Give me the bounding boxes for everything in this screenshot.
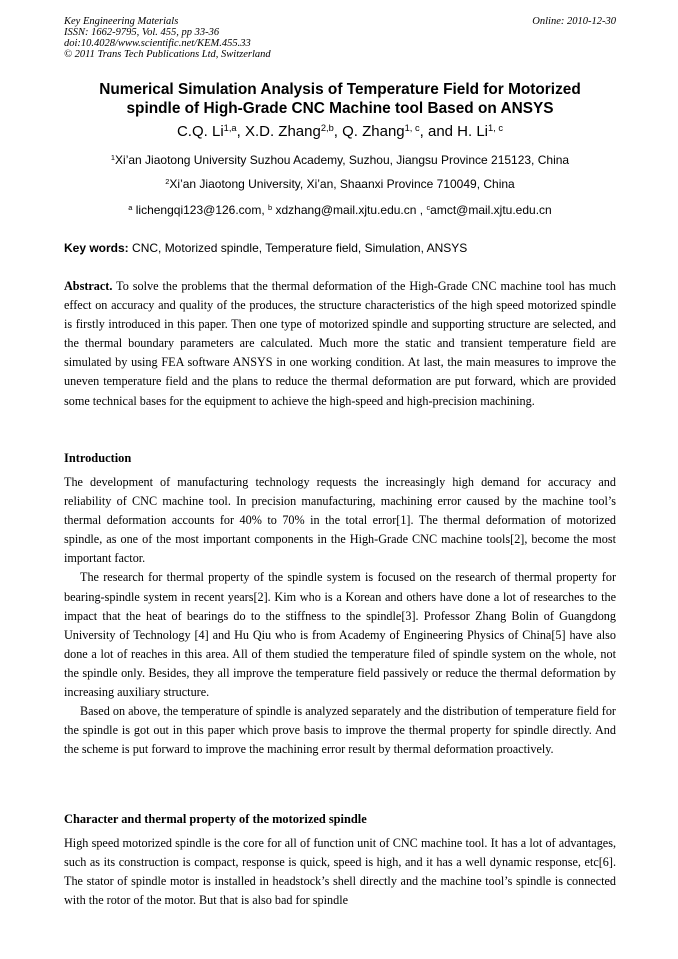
- abstract: [64, 277, 616, 411]
- author-separator: , and: [419, 123, 458, 140]
- affiliation-text: Xi’an Jiaotong University Suzhou Academy, Suzhou, Jiangsu Province 215123, China: [115, 153, 570, 167]
- email-address: lichengqi123@126.com,: [132, 203, 269, 217]
- journal-copyright: © 2011 Trans Tech Publications Ltd, Switzerland: [64, 49, 271, 60]
- paper-title-line-2: spindle of High-Grade CNC Machine tool Based on ANSYS: [126, 100, 554, 117]
- character-section: [64, 834, 616, 910]
- paragraph: The development of manufacturing technology requests the increasingly high demand for accuracy and reliability of CNC machine tool. In precision manufacturing, machining error caused by the machine tool’s thermal deformation accounts for 40% to 70% in the total error[1]. The thermal deformation of motorized spindle, as one of the most important components in the High-Grade CNC machine tools[2], become the most important factor.: [64, 475, 616, 566]
- journal-name: Key Engineering Materials: [64, 16, 179, 27]
- affiliation-text: Xi’an Jiaotong University, Xi’an, Shaanxi Province 710049, China: [169, 177, 515, 191]
- paragraph: Based on above, the temperature of spindle is analyzed separately and the distribution of temperature field for the spindle is got out in this paper which prove basis to improve the thermal property for spindle directly. And the scheme is put forward to improve the machining error result by thermal deformation proactively.: [64, 704, 616, 757]
- keywords-text: CNC, Motorized spindle, Temperature field, Simulation, ANSYS: [128, 241, 468, 255]
- section-heading-character: Character and thermal property of the motorized spindle: [64, 812, 367, 826]
- author-affil-mark: 1, c: [488, 122, 504, 133]
- paragraph: The research for thermal property of the spindle system is focused on the research of thermal property for bearing-spindle system in recent years[2]. Kim who is a Korean and others have done a lot of researches to the impact that the heat of bearings do to the stiffness to the spindle[3]. Professor Zhang Bolin of Guangdong University of Technology [4] and Hu Qiu who is from Academy of Engineering Physics of China[5] have also done a lot of reaches in this area. All of them studied the temperature filed of spindle system on the whole, not the spindle only. Besides, they all improve the temperature field passively or reduce the thermal deformation by increasing auxiliary structure.: [64, 570, 616, 700]
- section-heading-introduction: Introduction: [64, 451, 132, 465]
- affiliation-2: [40, 176, 640, 192]
- abstract-text: To solve the problems that the thermal deformation of the High-Grade CNC machine tool has much effect on accuracy and quality of the produces, the structure characteristics of the high speed motorized spindle is firstly introduced in this paper. Then one type of motorized spindle and supporting structure are selected, and the thermal boundary parameters are calculated. Much more the static and transient temperature field are simulated by using FEA software ANSYS in one working condition. At last, the main measures to improve the uneven temperature field and the plans to reduce the thermal deformation are put forward, which are provided some technical bases for the equipment to achieve the high-speed and high-precision machining.: [64, 279, 616, 408]
- email-mark: c: [426, 202, 431, 212]
- affiliation-mark: 1: [110, 152, 116, 162]
- abstract-label: Abstract.: [64, 279, 113, 293]
- author-list: [40, 122, 640, 142]
- journal-header: [64, 16, 616, 60]
- introduction-section: [64, 473, 616, 759]
- author-separator: ,: [236, 123, 245, 140]
- email-address: amct@mail.xjtu.edu.cn: [430, 203, 552, 217]
- email-mark: b: [268, 202, 273, 212]
- journal-issn: ISSN: 1662-9795, Vol. 455, pp 33-36: [64, 27, 220, 38]
- author-name: Q. Zhang: [342, 123, 405, 140]
- affiliation-mark: 2: [165, 176, 170, 186]
- author-separator: ,: [333, 123, 343, 140]
- journal-doi: doi:10.4028/www.scientific.net/KEM.455.33: [64, 38, 251, 49]
- keywords-label: Key words:: [64, 241, 129, 255]
- paragraph: High speed motorized spindle is the core for all of function unit of CNC machine tool. It has a lot of advantages, such as its construction is compact, response is quick, speed is high, and it has a well dynamic response, etc[6]. The stator of spindle motor is installed in headstock’s shell directly and the machine tool’s spindle is connected with the rotor of the motor. But that is also bad for spindle: [64, 836, 616, 908]
- online-date: Online: 2010-12-30: [532, 16, 616, 27]
- affiliation-1: [40, 152, 640, 168]
- author-name: X.D. Zhang: [244, 123, 321, 140]
- paper-title: [60, 80, 620, 118]
- author-name: H. Li: [457, 123, 489, 140]
- author-emails: [40, 202, 640, 218]
- paper-title-line-1: Numerical Simulation Analysis of Temperature Field for Motorized: [99, 81, 581, 98]
- email-mark: a: [128, 202, 133, 212]
- author-affil-mark: 2,b: [320, 122, 334, 133]
- author-affil-mark: 1,a: [223, 122, 237, 133]
- email-address: xdzhang@mail.xjtu.edu.cn ,: [272, 203, 427, 217]
- keywords: [64, 240, 616, 256]
- author-name: C.Q. Li: [176, 123, 224, 140]
- author-affil-mark: 1, c: [404, 122, 420, 133]
